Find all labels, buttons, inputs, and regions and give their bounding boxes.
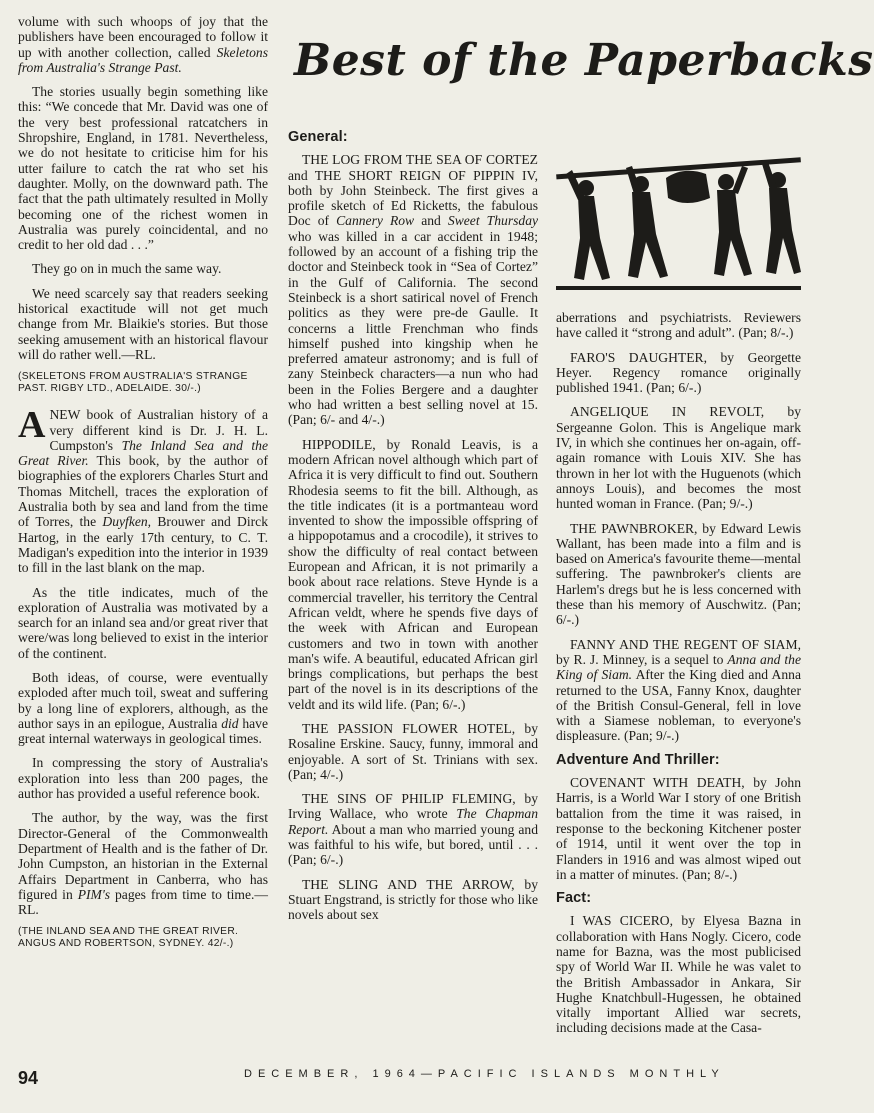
review-credit: (THE INLAND SEA AND THE GREAT RIVER. ANGUS AND ROBERTSON, SYDNEY. 42/-.)	[18, 926, 239, 950]
section-banner: Best of the Paperbacks	[294, 35, 874, 86]
section-heading-fact: Fact:	[556, 890, 592, 907]
paragraph: ANEW book of Australian history of a very different kind is Dr. J. H. L. Cumpston's The Inland Sea and the Great River. This book, by the author of biographies of the explorers Charles Sturt and Thomas Mitchell, traces the exploration of Australia both by sea and land from the time of Torres, the Duyfken, Brouwer and Dirck Hartog, in the early 17th century, to C. T. Madigan's expedition into the interior in 1939 to fill in the last blank on the map.	[18, 404, 269, 576]
paragraph: We need scarcely say that readers seeking historical exactitude will not get much change from Mr. Blaikie's stories. But those seeking amusement with an historical flavour will do rather well.—RL.	[18, 285, 268, 362]
paragraph: The author, by the way, was the first Director-General of the Commonwealth Department of Health and is the father of Dr. John Cumpston, an historian in the External Affairs Department in Canberra, who has figured in PIM's pages from time to time.—RL.	[18, 810, 268, 918]
review-entry: aberrations and psychiatrists. Reviewers have called it “strong and adult”. (Pan; 8/-.)	[556, 310, 801, 341]
paragraph: volume with such whoops of joy that the publishers have been encouraged to follow it up with another collection, called Skeletons from Australia's Strange Past.	[18, 14, 268, 75]
page-footer	[0, 1062, 801, 1113]
review-entry: FANNY AND THE REGENT OF SIAM, by R. J. Minney, is a sequel to Anna and the King of Siam. After the King died and Anna returned to the USA, Fanny Knox, daughter of the British Consul-General, fell in love with a Siamese nobleman, to everyone's displeasure. (Pan; 9/-.)	[556, 636, 801, 744]
column-left	[18, 14, 268, 962]
column-middle	[288, 124, 538, 932]
running-head: DECEMBER, 1964—PACIFIC ISLANDS MONTHLY	[244, 1068, 725, 1080]
review-entry: I WAS CICERO, by Elyesa Bazna in collaboration with Hans Nogly. Cicero, code name for Bazna, was the most publicised spy of World War II. While he was valet to the British Ambassador in Ankara, Sir Hughe Knatchbull-Hugessen, he obtained vitally important Allied war secrets, including decisions made at the Casa-	[556, 913, 801, 1036]
section-heading-adventure: Adventure And Thriller:	[556, 751, 720, 768]
review-entry: COVENANT WITH DEATH, by John Harris, is a World War I story of one British battalion from the time it was raised, in response to the beckoning Kitchener poster of 1914, until it went over the top in Flanders in 1916 and was almost wiped out in a matter of minutes. (Pan; 8/-.)	[556, 775, 801, 882]
column-right	[556, 310, 801, 1045]
paragraph: The stories usually begin something like this: “We concede that Mr. David was one of the very best professional ratcatchers in Shropshire, England, in 1781. Nevertheless, we do not hesitate to criticise him for his utter failure to catch the rat who set his daughter. Molly, on the downward path. The fact that the path ultimately resulted in Molly becoming one of the richest women in Australia was purely coincidental, and no credit to her old dad . . .”	[18, 84, 268, 253]
paragraph: As the title indicates, much of the exploration of Australia was motivated by a search for an inland sea and/or great river that were/was long believed to exist in the interior of the continent.	[18, 584, 268, 661]
review-entry: HIPPODILE, by Ronald Leavis, is a modern African novel although which part of Africa it is very difficult to find out. Southern Rhodesia seems to fit the bill. Although, as the title indicates (it is a portmanteau word invented to show the impossible offspring of a hippopotamus and a crocodile), it strives to show the difficulty of real contact between European and African, it is not primarily a book about race relations. Steve Hynde is a commercial traveller, his territory the Central African veldt, where he spends five days of the week with African and European customers and two in town with another man's wife. A beautiful, educated African girl brings complications, but perhaps the best part of the novel is in its descriptions of the veldt and its wild life. (Pan; 6/-.)	[288, 436, 538, 712]
review-entry: THE SINS OF PHILIP FLEMING, by Irving Wallace, who wrote The Chapman Report. About a man who married young and was faithful to his wife, but bored, until . . . (Pan; 6/-.)	[288, 791, 538, 868]
review-entry: ANGELIQUE IN REVOLT, by Sergeanne Golon. This is Angelique mark IV, in which she continues her on-again, off-again romance with Louis XIV. She has thrown in her lot with the Huguenots (which annoys Louis), and becomes the most hunted woman in France. (Pan; 9/-.)	[556, 404, 801, 512]
paragraph: In compressing the story of Australia's exploration into less than 200 pages, the author has provided a useful reference book.	[18, 755, 268, 802]
review-entry: THE LOG FROM THE SEA OF CORTEZ and THE SHORT REIGN OF PIPPIN IV, both by John Steinbeck. The first gives a profile sketch of Ed Ricketts, the fabulous Doc of Cannery Row and Sweet Thursday who was killed in a car accident in 1948; followed by an account of a fishing trip the doctor and Steinbeck took in “Sea of Cortez” in the Gulf of California. The second Steinbeck is a short satirical novel of French politics as they were pre-de Gaulle. It concerns a little Frenchman who finds himself pushed into kingship when he preferred amateur astronomy; and is full of zany Steinbeck characters—a nun who had been in the Folies Bergere and a daughter who had written a best selling novel at 15. (Pan; 6/- and 4/-.)	[288, 152, 539, 428]
tribal-figures-illustration	[556, 138, 801, 300]
page-number: 94	[18, 1068, 39, 1088]
section-heading-general: General:	[288, 129, 348, 145]
paragraph: Both ideas, of course, were eventually exploded after much toil, sweat and suffering by a long line of explorers, although, as the author says in an epilogue, Australia did have great internal waterways in geological times.	[18, 669, 268, 747]
paragraph: They go on in much the same way.	[32, 261, 222, 277]
review-credit: (SKELETONS FROM AUSTRALIA'S STRANGE PAST. RIGBY LTD., ADELAIDE. 30/-.)	[18, 371, 248, 395]
review-entry: THE SLING AND THE ARROW, by Stuart Engstrand, is strictly for those who like novels about sex	[288, 876, 538, 923]
drop-cap: A	[18, 404, 46, 447]
review-entry: FARO'S DAUGHTER, by Georgette Heyer. Regency romance originally published 1941. (Pan; 6/-.)	[556, 349, 801, 396]
review-entry: THE PAWNBROKER, by Edward Lewis Wallant, has been made into a film and is based on America's favourite theme—mental suffering. The pawnbroker's clients are Harlem's dregs but he is less concerned with these than his memory of Auschwitz. (Pan; 6/-.)	[556, 520, 801, 628]
review-entry: THE PASSION FLOWER HOTEL, by Rosaline Erskine. Saucy, funny, immoral and enjoyable. A sort of St. Trinians with sex. (Pan; 4/-.)	[288, 720, 538, 782]
